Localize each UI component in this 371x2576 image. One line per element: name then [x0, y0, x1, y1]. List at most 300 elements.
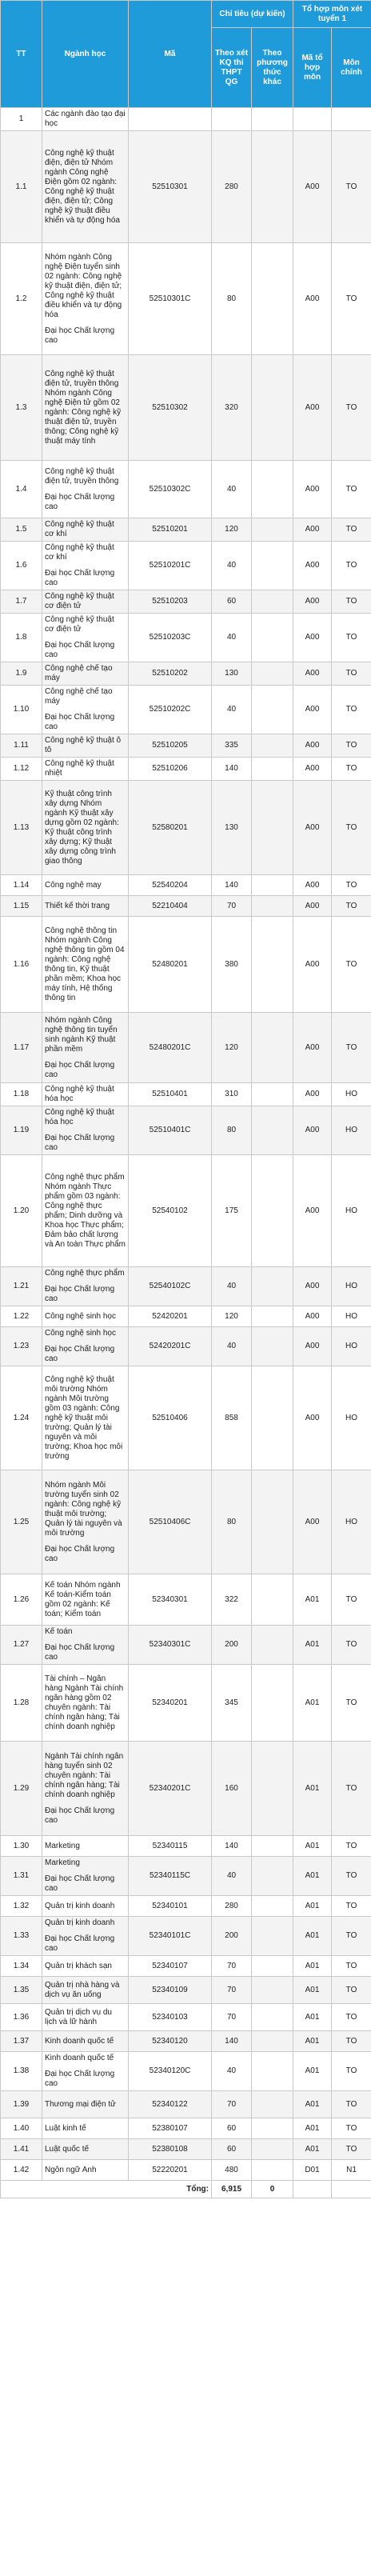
row-major — [42, 2004, 129, 2031]
row-combo: A01 — [293, 2118, 332, 2139]
major-line: Luật quốc tế — [45, 2144, 90, 2154]
row-quota-exam: 130 — [212, 781, 252, 875]
table-row — [1, 1896, 371, 1917]
row-combo: A00 — [293, 518, 332, 542]
row-quota-exam: 380 — [212, 917, 252, 1013]
table-row — [1, 1306, 371, 1327]
row-tt: 1.39 — [1, 2091, 42, 2118]
row-major — [42, 1306, 129, 1327]
major-line: Thương mại điện tử — [45, 2099, 116, 2109]
row-quota-exam: 130 — [212, 662, 252, 686]
row-main-subject: TO — [332, 1917, 371, 1956]
row-main-subject: TO — [332, 2091, 371, 2118]
row-major — [42, 2091, 129, 2118]
row-quota-exam: 40 — [212, 686, 252, 734]
row-main-subject: TO — [332, 1742, 371, 1836]
row-quota-exam: 120 — [212, 1013, 252, 1083]
major-line: Đại học Chất lượng cao — [45, 1643, 115, 1662]
row-quota-exam: 140 — [212, 1836, 252, 1857]
row-code: 52340103 — [129, 2004, 212, 2031]
row-main-subject: TO — [332, 1836, 371, 1857]
row-tt: 1.23 — [1, 1327, 42, 1366]
row-tt: 1.30 — [1, 1836, 42, 1857]
row-quota-exam: 40 — [212, 1267, 252, 1306]
row-quota-other — [252, 2160, 293, 2181]
row-combo: A00 — [293, 131, 332, 243]
row-major — [42, 2160, 129, 2181]
row-tt: 1.3 — [1, 355, 42, 461]
table-row — [1, 1267, 371, 1306]
total-other: 0 — [252, 2181, 293, 2198]
row-main-subject: TO — [332, 2139, 371, 2160]
row-code: 52480201C — [129, 1013, 212, 1083]
row-quota-other — [252, 1917, 293, 1956]
row-code: 52510201 — [129, 518, 212, 542]
major-line: Đại học Chất lượng cao — [45, 1285, 115, 1303]
header-quota-other: Theo phương thức khác — [252, 28, 293, 108]
table-row — [1, 1470, 371, 1574]
row-combo: D01 — [293, 2160, 332, 2181]
major-line: Đại học Chất lượng cao — [45, 641, 115, 659]
major-line: Công nghệ chế tạo máy — [45, 687, 113, 706]
row-quota-exam: 280 — [212, 131, 252, 243]
major-line: Đại học Chất lượng cao — [45, 2070, 115, 2088]
major-line: Đại học Chất lượng cao — [45, 1544, 115, 1563]
row-tt: 1.5 — [1, 518, 42, 542]
row-quota-exam: 310 — [212, 1083, 252, 1106]
row-combo: A00 — [293, 758, 332, 781]
row-tt: 1.32 — [1, 1896, 42, 1917]
row-quota-exam: 140 — [212, 2031, 252, 2052]
row-combo: A00 — [293, 614, 332, 662]
major-line: Các ngành đào tạo đại học — [45, 110, 126, 128]
table-row — [1, 518, 371, 542]
major-line: Marketing — [45, 1858, 80, 1867]
row-main-subject: N1 — [332, 2160, 371, 2181]
table-row — [1, 875, 371, 896]
row-major — [42, 1155, 129, 1267]
header-code: Mã — [129, 1, 212, 108]
row-quota-other — [252, 1626, 293, 1665]
row-combo: A00 — [293, 1155, 332, 1267]
row-code: 52510302 — [129, 355, 212, 461]
row-quota-exam: 70 — [212, 1977, 252, 2004]
row-quota-other — [252, 1977, 293, 2004]
row-quota-other — [252, 518, 293, 542]
table-row — [1, 662, 371, 686]
row-major — [42, 1327, 129, 1366]
row-quota-other — [252, 1366, 293, 1470]
row-combo: A01 — [293, 1574, 332, 1626]
row-code: 52340301C — [129, 1626, 212, 1665]
header-combo-group: Tổ hợp môn xét tuyển 1 — [293, 1, 371, 28]
row-code: 52340301 — [129, 1574, 212, 1626]
row-main-subject: TO — [332, 518, 371, 542]
row-main-subject: TO — [332, 734, 371, 758]
row-major — [42, 1267, 129, 1306]
row-tt: 1.41 — [1, 2139, 42, 2160]
row-tt: 1.2 — [1, 243, 42, 355]
table-row — [1, 461, 371, 518]
row-quota-exam: 140 — [212, 758, 252, 781]
row-main-subject: TO — [332, 614, 371, 662]
header-tt: TT — [1, 1, 42, 108]
row-code: 52510203 — [129, 590, 212, 614]
row-tt: 1.6 — [1, 542, 42, 590]
row-quota-other — [252, 131, 293, 243]
row-tt: 1.35 — [1, 1977, 42, 2004]
header-quota-group: Chỉ tiêu (dự kiến) — [212, 1, 293, 28]
row-quota-exam: 322 — [212, 1574, 252, 1626]
row-quota-exam: 80 — [212, 1106, 252, 1155]
row-quota-other — [252, 2031, 293, 2052]
row-quota-other — [252, 1742, 293, 1836]
row-code: 52340115 — [129, 1836, 212, 1857]
row-tt: 1.16 — [1, 917, 42, 1013]
row-major — [42, 590, 129, 614]
row-tt: 1.21 — [1, 1267, 42, 1306]
row-quota-exam: 345 — [212, 1665, 252, 1742]
total-label: Tổng: — [1, 2181, 212, 2198]
row-major — [42, 542, 129, 590]
row-major — [42, 2139, 129, 2160]
major-line: Ngôn ngữ Anh — [45, 2165, 97, 2174]
row-code: 52340109 — [129, 1977, 212, 2004]
row-quota-exam: 40 — [212, 542, 252, 590]
table-row — [1, 1155, 371, 1267]
row-main-subject: TO — [332, 355, 371, 461]
row-major — [42, 2052, 129, 2091]
table-row — [1, 131, 371, 243]
row-quota-exam: 80 — [212, 1470, 252, 1574]
major-line: Đại học Chất lượng cao — [45, 713, 115, 731]
row-code: 52340122 — [129, 2091, 212, 2118]
row-code: 52340120C — [129, 2052, 212, 2091]
row-code: 52510401 — [129, 1083, 212, 1106]
row-quota-exam: 70 — [212, 2091, 252, 2118]
row-code: 52540102 — [129, 1155, 212, 1267]
row-main-subject: TO — [332, 1857, 371, 1896]
major-line: Kế toán — [45, 1627, 73, 1636]
row-tt: 1.13 — [1, 781, 42, 875]
row-quota-other — [252, 875, 293, 896]
row-quota-other — [252, 108, 293, 131]
major-line: Luật kinh tế — [45, 2123, 86, 2133]
row-quota-other — [252, 2004, 293, 2031]
major-line: Đại học Chất lượng cao — [45, 1345, 115, 1363]
row-tt: 1.42 — [1, 2160, 42, 2181]
row-code: 52420201 — [129, 1306, 212, 1327]
table-row — [1, 1083, 371, 1106]
row-code — [129, 108, 212, 131]
row-quota-other — [252, 734, 293, 758]
major-line: Công nghệ thực phẩm Nhóm ngành Thực phẩm gồm 03 ngành: Công nghệ thực phẩm; Dinh dưỡng và Khoa học Thực phẩm; Đảm bảo chất lượng và An toàn Thực phẩm — [45, 1172, 126, 1249]
major-line: Công nghệ sinh học — [45, 1329, 116, 1338]
row-tt: 1.40 — [1, 2118, 42, 2139]
header-quota-exam: Theo xét KQ thi THPT QG — [212, 28, 252, 108]
row-quota-other — [252, 1896, 293, 1917]
row-tt: 1.15 — [1, 896, 42, 917]
table-row — [1, 1917, 371, 1956]
major-line: Công nghệ kỹ thuật cơ khí — [45, 543, 114, 562]
major-line: Đại học Chất lượng cao — [45, 1134, 115, 1152]
row-quota-other — [252, 917, 293, 1013]
row-combo: A01 — [293, 1665, 332, 1742]
row-tt: 1.18 — [1, 1083, 42, 1106]
row-major — [42, 108, 129, 131]
row-tt: 1.38 — [1, 2052, 42, 2091]
major-line: Công nghệ chế tạo máy — [45, 664, 113, 682]
row-combo — [293, 108, 332, 131]
row-combo: A01 — [293, 2052, 332, 2091]
row-combo: A00 — [293, 781, 332, 875]
row-main-subject: HO — [332, 1366, 371, 1470]
row-quota-exam: 70 — [212, 896, 252, 917]
row-code: 52510301C — [129, 243, 212, 355]
row-quota-other — [252, 1956, 293, 1977]
row-main-subject: TO — [332, 1626, 371, 1665]
major-line: Kinh doanh quốc tế — [45, 2036, 114, 2046]
row-main-subject: TO — [332, 590, 371, 614]
row-tt: 1.31 — [1, 1857, 42, 1896]
row-main-subject: HO — [332, 1306, 371, 1327]
major-line: Công nghệ kỹ thuật cơ điện tử — [45, 615, 114, 634]
row-tt: 1.27 — [1, 1626, 42, 1665]
table-row — [1, 896, 371, 917]
row-main-subject: HO — [332, 1106, 371, 1155]
row-main-subject: TO — [332, 1977, 371, 2004]
major-line: Công nghệ kỹ thuật hóa học — [45, 1108, 114, 1126]
major-line: Đại học Chất lượng cao — [45, 492, 115, 511]
row-quota-exam: 60 — [212, 2139, 252, 2160]
row-quota-other — [252, 1155, 293, 1267]
row-quota-other — [252, 662, 293, 686]
major-line: Thiết kế thời trang — [45, 901, 110, 910]
row-combo: A01 — [293, 1956, 332, 1977]
major-line: Đại học Chất lượng cao — [45, 1934, 115, 1953]
row-major — [42, 1574, 129, 1626]
row-quota-other — [252, 461, 293, 518]
row-quota-other — [252, 2091, 293, 2118]
row-combo: A00 — [293, 1267, 332, 1306]
major-line: Công nghệ sinh học — [45, 1311, 116, 1321]
major-line: Tài chính – Ngân hàng Ngành Tài chính ngân hàng gồm 02 chuyên ngành: Tài chính ngân hàng; Tài chính doanh nghiệp — [45, 1674, 124, 1731]
row-code: 52420201C — [129, 1327, 212, 1366]
row-quota-other — [252, 542, 293, 590]
row-quota-exam: 120 — [212, 518, 252, 542]
row-main-subject — [332, 108, 371, 131]
row-tt: 1.14 — [1, 875, 42, 896]
row-code: 52510202C — [129, 686, 212, 734]
row-quota-exam: 140 — [212, 875, 252, 896]
row-combo: A00 — [293, 1106, 332, 1155]
row-tt: 1.7 — [1, 590, 42, 614]
row-major — [42, 1956, 129, 1977]
major-line: Đại học Chất lượng cao — [45, 326, 115, 345]
table-row — [1, 243, 371, 355]
row-major — [42, 614, 129, 662]
major-line: Công nghệ kỹ thuật cơ điện tử — [45, 592, 114, 610]
row-main-subject: TO — [332, 2052, 371, 2091]
row-quota-other — [252, 686, 293, 734]
total-exam: 6,915 — [212, 2181, 252, 2198]
major-line: Đại học Chất lượng cao — [45, 1806, 115, 1825]
table-row — [1, 1366, 371, 1470]
major-line: Kỹ thuật công trình xây dựng Nhóm ngành Kỹ thuật xây dựng gồm 02 ngành: Kỹ thuật công trình xây dựng; Kỹ thuật xây dựng công trình giao thông — [45, 789, 119, 866]
row-code: 52510202 — [129, 662, 212, 686]
row-quota-exam — [212, 108, 252, 131]
row-tt: 1.29 — [1, 1742, 42, 1836]
row-code: 52210404 — [129, 896, 212, 917]
row-combo: A01 — [293, 1896, 332, 1917]
row-main-subject: TO — [332, 461, 371, 518]
major-line: Quản trị khách sạn — [45, 1961, 112, 1970]
row-quota-other — [252, 2118, 293, 2139]
row-major — [42, 1083, 129, 1106]
major-line: Quản trị dịch vụ du lịch và lữ hành — [45, 2007, 112, 2026]
row-quota-exam: 40 — [212, 461, 252, 518]
row-quota-exam: 60 — [212, 2118, 252, 2139]
row-major — [42, 461, 129, 518]
row-tt: 1.1 — [1, 131, 42, 243]
row-quota-other — [252, 1470, 293, 1574]
major-line: Đại học Chất lượng cao — [45, 569, 115, 587]
row-code: 52340201 — [129, 1665, 212, 1742]
row-major — [42, 896, 129, 917]
row-combo: A01 — [293, 1857, 332, 1896]
row-quota-other — [252, 355, 293, 461]
major-line: Công nghệ thực phẩm — [45, 1269, 125, 1278]
row-tt: 1 — [1, 108, 42, 131]
major-line: Công nghệ kỹ thuật hóa học — [45, 1085, 114, 1103]
row-combo: A00 — [293, 1470, 332, 1574]
row-tt: 1.34 — [1, 1956, 42, 1977]
row-code: 52340201C — [129, 1742, 212, 1836]
row-quota-exam: 70 — [212, 1956, 252, 1977]
table-row — [1, 1626, 371, 1665]
row-combo: A01 — [293, 1626, 332, 1665]
row-main-subject: TO — [332, 781, 371, 875]
major-line: Công nghệ thông tin Nhóm ngành Công nghệ thông tin gồm 04 ngành: Công nghệ thông tin, Kỹ thuật phần mềm; Khoa học máy tính, Hệ thống thông tin — [45, 926, 125, 1002]
row-tt: 1.33 — [1, 1917, 42, 1956]
row-code: 52540204 — [129, 875, 212, 896]
row-quota-other — [252, 1083, 293, 1106]
row-major — [42, 131, 129, 243]
row-major — [42, 1626, 129, 1665]
row-combo: A00 — [293, 734, 332, 758]
row-code: 52220201 — [129, 2160, 212, 2181]
row-quota-exam: 335 — [212, 734, 252, 758]
row-main-subject: TO — [332, 1013, 371, 1083]
row-main-subject: TO — [332, 758, 371, 781]
row-major — [42, 1106, 129, 1155]
total-empty-1 — [293, 2181, 332, 2198]
row-main-subject: TO — [332, 131, 371, 243]
row-combo: A00 — [293, 1366, 332, 1470]
row-code: 52340120 — [129, 2031, 212, 2052]
row-code: 52380107 — [129, 2118, 212, 2139]
major-line: Kế toán Nhóm ngành Kế toán-Kiểm toán gồm 02 ngành: Kế toán; Kiểm toán — [45, 1580, 121, 1618]
table-row — [1, 2031, 371, 2052]
row-major — [42, 917, 129, 1013]
table-row — [1, 355, 371, 461]
row-quota-exam: 40 — [212, 1857, 252, 1896]
row-combo: A00 — [293, 461, 332, 518]
row-main-subject: HO — [332, 1327, 371, 1366]
row-main-subject: TO — [332, 243, 371, 355]
row-quota-exam: 70 — [212, 2004, 252, 2031]
row-main-subject: HO — [332, 1470, 371, 1574]
row-code: 52340101C — [129, 1917, 212, 1956]
row-code: 52340115C — [129, 1857, 212, 1896]
row-major — [42, 1742, 129, 1836]
row-quota-exam: 320 — [212, 355, 252, 461]
major-line: Đại học Chất lượng cao — [45, 1060, 115, 1079]
major-line: Công nghệ kỹ thuật điện, điện tử Nhóm ngành Công nghệ Điện gồm 02 ngành: Công nghệ kỹ thuật điện, điện tử; Công nghệ kỹ thuật điều khiển và tự động hóa — [45, 148, 120, 225]
row-main-subject: TO — [332, 1574, 371, 1626]
row-combo: A01 — [293, 2031, 332, 2052]
row-main-subject: HO — [332, 1267, 371, 1306]
row-main-subject: HO — [332, 1083, 371, 1106]
table-row — [1, 1106, 371, 1155]
row-main-subject: TO — [332, 875, 371, 896]
row-quota-other — [252, 590, 293, 614]
row-main-subject: TO — [332, 1665, 371, 1742]
major-line: Ngành Tài chính ngân hàng tuyển sinh 02 chuyên ngành: Tài chính ngân hàng; Tài chính doanh nghiệp — [45, 1751, 124, 1799]
row-combo: A00 — [293, 662, 332, 686]
row-quota-exam: 200 — [212, 1917, 252, 1956]
row-quota-other — [252, 1665, 293, 1742]
table-row — [1, 1574, 371, 1626]
major-line: Công nghệ kỹ thuật cơ khí — [45, 520, 114, 538]
row-tt: 1.9 — [1, 662, 42, 686]
row-combo: A00 — [293, 686, 332, 734]
row-quota-exam: 280 — [212, 1896, 252, 1917]
major-line: Nhóm ngành Công nghệ thông tin tuyển sinh ngành Kỹ thuật phần mềm — [45, 1015, 118, 1054]
row-combo: A01 — [293, 2139, 332, 2160]
row-major — [42, 662, 129, 686]
row-combo: A01 — [293, 1917, 332, 1956]
row-major — [42, 1917, 129, 1956]
table-row — [1, 542, 371, 590]
table-row — [1, 2004, 371, 2031]
row-combo: A00 — [293, 1327, 332, 1366]
major-line: Công nghệ kỹ thuật môi trường Nhóm ngành Môi trường gồm 03 ngành: Công nghệ kỹ thuật môi trường; Quản lý tài nguyên và môi trường; Khoa học môi trường — [45, 1374, 123, 1461]
row-main-subject: HO — [332, 1155, 371, 1267]
major-line: Đại học Chất lượng cao — [45, 1874, 115, 1893]
major-line: Công nghệ kỹ thuật nhiệt — [45, 759, 114, 778]
row-quota-other — [252, 896, 293, 917]
row-combo: A01 — [293, 1742, 332, 1836]
table-row — [1, 1956, 371, 1977]
row-code: 52510301 — [129, 131, 212, 243]
header-combo-code: Mã tổ hợp môn — [293, 28, 332, 108]
row-combo: A00 — [293, 243, 332, 355]
table-row — [1, 614, 371, 662]
row-combo: A00 — [293, 355, 332, 461]
row-major — [42, 1665, 129, 1742]
table-row — [1, 2160, 371, 2181]
table-row — [1, 108, 371, 131]
row-quota-other — [252, 1836, 293, 1857]
table-row — [1, 2118, 371, 2139]
table-row — [1, 1742, 371, 1836]
row-combo: A01 — [293, 2091, 332, 2118]
table-body — [1, 108, 371, 2181]
row-combo: A01 — [293, 2004, 332, 2031]
row-quota-other — [252, 1574, 293, 1626]
row-major — [42, 243, 129, 355]
